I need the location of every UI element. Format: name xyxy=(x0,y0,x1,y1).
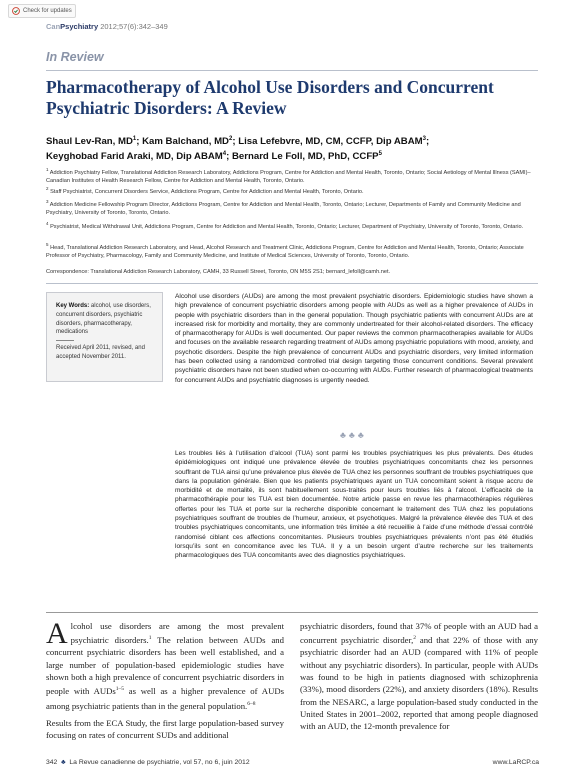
footer-journal: La Revue canadienne de psychiatrie, vol 57, no 6, juin 2012 xyxy=(69,759,250,766)
ornament-divider: ♣♣♣ xyxy=(340,430,367,440)
footer-url-link[interactable]: www.LaRCP.ca xyxy=(492,759,539,766)
author-name: ; Bernard Le Foll, MD, PhD, CCFP xyxy=(226,151,379,163)
journal-citation-text: 2012;57(6):342–349 xyxy=(100,22,168,31)
keywords-divider xyxy=(56,340,74,341)
abstract-french: Les troubles liés à l’utilisation d’alcool (TUA) sont parmi les troubles psychiatriques les plus prévalents. Des études épidémiologiques ont indiqué une prévalence élevée de troubles psychiatriques concomitants chez les personnes souffrant de TUA ainsi qu’une prévalence plus élevée de TUA chez les personnes souffrant de troubles psychiatriques que dans la population générale. Bien que les patients psychiatriques ayant un TUA concomitant soient à risque accru de morbidité et de mortalité, ils sont habituellement sous-traités pour leurs troubles liés à l’alcool. L’efficacité de la pharmacothérapie pour les TUA est bien documentée. Notre article passe en revue les pharmacothérapies régulières offertes pour les TUA et porte sur la recherche disponible concernant le traitement des TUA chez les populations psychiatriques souffrant de troubles de l’humeur, anxieux, et psychotiques. Malgré la prévalence élevée des TUA et des troubles psychiatriques concomitants, une information très limitée a été recueillie à l’aide d’une méthode d’essai contrôlé randomisé ciblant ces affections concomitantes. Plusieurs troubles psychiatriques prévalents n’ont pas été étudiés lorsqu’ils sont en concomitance avec les TUA. Il y a un besoin urgent d’autre recherche sur les traitements pharmacologiques des TUA concomitants avec des diagnostics psychiatriques. xyxy=(175,450,533,560)
affiliation-number: 1 xyxy=(46,167,49,172)
affiliation-2 xyxy=(46,185,541,196)
author-name: ; Kam Balchand, MD xyxy=(136,136,229,148)
author-affiliation-ref: 3 xyxy=(422,136,426,142)
journal-citation xyxy=(46,22,168,31)
keywords-label: Key Words: xyxy=(56,303,90,309)
affiliation-number: 3 xyxy=(46,199,49,204)
page-number: 342 xyxy=(46,759,58,766)
abstract-english: Alcohol use disorders (AUDs) are among the most prevalent psychiatric disorders. Epidemiologic studies have shown a high prevalence of concurrent psychiatric disorders among people with AUDs as well as a higher prevalence of AUDs in people with psychiatric disorders than in the general population. Though psychiatric patients with concurrent AUDs are at increased risk for morbidity and mortality, they are commonly undertreated for their alcohol-related disorders. The efficacy of pharmacotherapy for AUDs is well documented. Our paper reviews the common pharmacotherapies available for AUDs and focuses on the available research regarding treatment of AUDs among psychiatric populations with mood, anxiety, and psychotic disorders. Despite the high prevalence of concurrent AUDs and psychiatric disorders, very limited information has been collected using a randomized controlled trial design targeting those concurrent conditions. Several prevalent psychiatric disorders have not been studied when co-occurring with AUDs. Further research of pharmacological treatments for concurrent AUDs and psychiatric diagnoses is urgently needed. xyxy=(175,293,533,384)
section-label: In Review xyxy=(46,50,104,64)
author-affiliation-ref: 5 xyxy=(378,151,382,158)
author-name: Shaul Lev-Ran, MD xyxy=(46,136,133,148)
author-list xyxy=(46,133,546,163)
body-text: The relation between AUDs and concurrent psychiatric disorders has been well established, and a large number of population-based epidemiologic studies have shown both a high prevalence of concurrent psychiatric disorders in people with AUDs xyxy=(46,635,284,697)
affiliation-text: Addiction Psychiatry Fellow, Translational Addiction Research Laboratory, Addictions Program, Centre for Addiction and Mental Health, Toronto, Ontario; Social Aetiology of Mental Illness (SAMI)–Canadian Institutes of Health Research Fellow, Centre for Addiction and Mental Health, Toronto, Ontario. xyxy=(46,169,531,185)
author-affiliation-ref: 2 xyxy=(229,136,233,142)
body-text: lcohol use disorders are among the most prevalent psychiatric disorders. xyxy=(70,621,284,646)
author-line-2 xyxy=(46,148,546,163)
affiliation-number: 4 xyxy=(46,221,49,226)
check-for-updates-label: Check for updates xyxy=(23,8,72,14)
body-column-right xyxy=(300,620,538,733)
check-for-updates-badge[interactable] xyxy=(8,4,76,18)
journal-name-part2: Psychiatry xyxy=(60,22,99,31)
author-affiliation-ref: 1 xyxy=(132,136,137,142)
author-affiliation-ref: 4 xyxy=(222,151,227,158)
author-line-1 xyxy=(46,133,546,148)
keywords-text: alcohol, use disorders, concurrent disorders, psychiatric disorders, pharmacotherapy, medications xyxy=(56,303,151,336)
maple-leaf-icon: ♣ xyxy=(59,759,68,766)
author-name: Keyghobad Farid Araki, MD, Dip ABAM xyxy=(46,151,223,163)
body-text: and that 22% of those with any psychiatric disorder had an AUD (compared with 11% of people without any psychiatric disorders). In particular, people with AUDs was found to be high in patients diagnosed with schizophrenia (33%), mood disorders (22%), and anxiety disorders (18%). Results from the NESARC, a large population-based study conducted in the United States in 2001–2002, reported that among people diagnosed with an AUD, the 12-month prevalence for xyxy=(300,635,538,732)
body-column-left xyxy=(46,617,284,741)
affiliation-3 xyxy=(46,198,541,218)
affiliation-number: 2 xyxy=(46,186,49,191)
drop-cap: A xyxy=(46,617,68,650)
article-title: Pharmacotherapy of Alcohol Use Disorders and Concurrent Psychiatric Disorders: A Review xyxy=(46,77,494,118)
title-rule xyxy=(46,70,538,71)
body-paragraph-2: Results from the ECA Study, the first large population-based survey focusing on rates of concurrent SUDs and additional xyxy=(46,717,284,741)
author-name: ; Lisa Lefebvre, MD, CM, CCFP, Dip ABAM xyxy=(232,136,423,148)
keywords-box xyxy=(46,292,163,382)
received-dates: Received April 2011, revised, and accepted November 2011. xyxy=(56,345,145,360)
correspondence: Correspondence: Translational Addiction Research Laboratory, CAMH, 33 Russell Street, Toronto, ON M5S 2S1; bernard_lefoll@camh.net. xyxy=(46,269,391,275)
author-name: ; xyxy=(425,136,430,148)
affiliation-text: Psychiatrist, Medical Withdrawal Unit, Addictions Program, Centre for Addiction and Mental Health, Toronto, Ontario; Lecturer, Department of Psychiatry, University of Toronto, Toronto, Ontario. xyxy=(50,223,524,230)
journal-name-part1: Can xyxy=(46,22,61,31)
affiliation-text: Head, Translational Addiction Research Laboratory, and Head, Alcohol Research and Treatment Clinic, Addictions Program, Centre for Addiction and Mental Health, Toronto, Ontario; Associate Professor of Psychiatry, Pharmacology, Family and Community Medicine, and Institute of Medical Sciences, University of Toronto, Toronto, Ontario. xyxy=(46,244,524,260)
citation-ref: 1 xyxy=(148,635,152,642)
citation-ref: 6–8 xyxy=(247,700,256,707)
affiliation-5 xyxy=(46,241,541,261)
citation-ref: 1–5 xyxy=(115,686,125,693)
footer-left xyxy=(46,759,250,766)
body-text: psychiatric disorders, found that 37% of people with an AUD had a concurrent psychiatric disorder, xyxy=(300,621,538,646)
body-text: as well as a higher prevalence of AUDs among psychiatric patients than in the general population. xyxy=(46,686,284,711)
citation-ref: 2 xyxy=(413,635,416,642)
body-rule xyxy=(46,612,538,613)
affiliation-text: Addiction Medicine Fellowship Program Director, Addictions Program, Centre for Addiction and Mental Health, Toronto, Ontario; Lecturer, Departments of Family and Community Medicine and Psychiatry, University of Toronto, Toronto, Ontario. xyxy=(46,201,521,217)
update-check-icon xyxy=(12,7,20,15)
affiliation-text: Staff Psychiatrist, Concurrent Disorders Service, Addictions Program, Centre for Addiction and Mental Health, Toronto, Ontario. xyxy=(50,188,364,195)
header-rule xyxy=(46,283,538,284)
affiliation-number: 5 xyxy=(46,242,49,247)
affiliation-1 xyxy=(46,166,541,186)
affiliation-4 xyxy=(46,220,541,231)
